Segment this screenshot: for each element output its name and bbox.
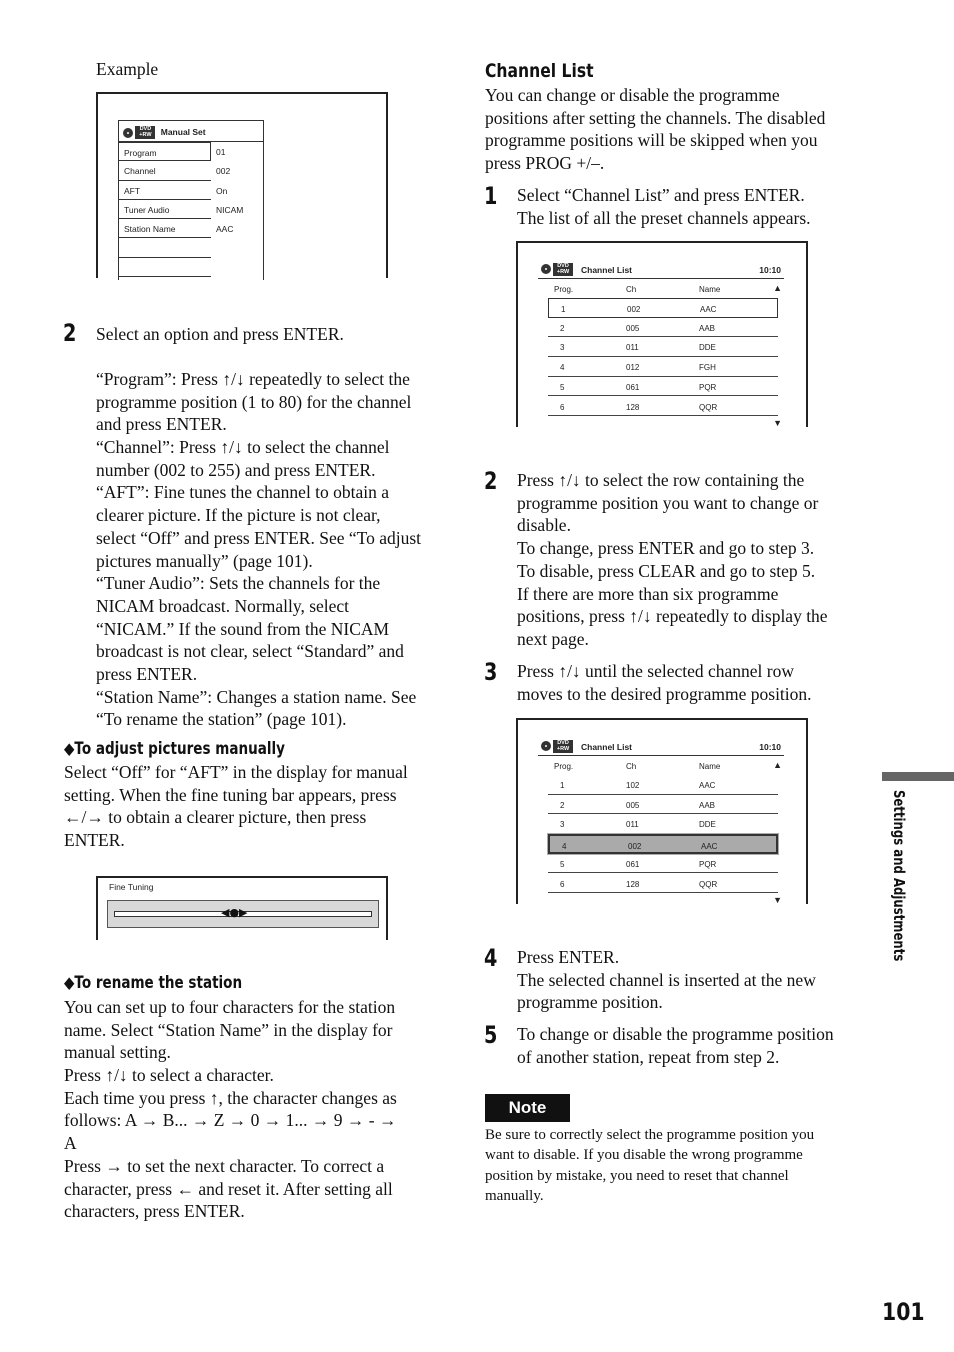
rename-text (64, 996, 454, 1223)
channel-row[interactable] (548, 337, 778, 357)
rename-line: Each time you press ↑, the character changes as (64, 1087, 397, 1108)
sidebar-tab-bar (882, 772, 954, 781)
clock-time: 10:10 (759, 742, 781, 752)
step-line: disable. (517, 515, 571, 536)
fine-tuning-bar-frame (107, 900, 379, 928)
channel-cell: 002 (627, 305, 641, 314)
channel-list-rows (548, 775, 778, 895)
channel-cell: 4 (560, 363, 565, 373)
channel-row[interactable] (548, 318, 778, 338)
step-line: If there are more than six programme (517, 583, 779, 604)
adjust-line: setting. When the fine tuning bar appears, press (64, 784, 397, 805)
channel-cell: 128 (626, 402, 640, 412)
channel-list-title: Channel List (581, 265, 633, 275)
channel-list-panel (538, 738, 784, 905)
channel-list-column-headers (538, 283, 784, 297)
manual-set-empty-row (119, 238, 211, 257)
manual-set-row-value: AAC (216, 224, 234, 235)
channel-list-heading: Channel List (485, 60, 594, 82)
channel-list-intro (485, 84, 875, 175)
rename-line: character, press ← and reset it. After setting all (64, 1178, 393, 1199)
rename-line: Press ↑/↓ to select a character. (64, 1065, 274, 1086)
step-line: programme position you want to change or (517, 492, 819, 513)
column-header: Ch (626, 762, 637, 771)
manual-set-screen (96, 92, 388, 278)
page-number: 101 (882, 1298, 925, 1326)
channel-cell: 6 (560, 402, 565, 412)
channel-row[interactable] (548, 397, 778, 417)
manual-set-row[interactable] (119, 200, 263, 219)
rename-line: You can set up to four characters for the station (64, 997, 396, 1017)
channel-cell: DDE (699, 343, 716, 353)
channel-cell: QQR (699, 402, 718, 412)
note-badge: Note (485, 1094, 570, 1122)
intro-line: You can change or disable the programme (485, 85, 780, 105)
channel-cell: AAB (699, 800, 716, 810)
step-line: To disable, press CLEAR and go to step 5. (517, 560, 816, 581)
channel-cell: 4 (562, 842, 567, 852)
rename-heading: ◆To rename the station (64, 973, 243, 992)
sidebar-tab (886, 790, 908, 980)
manual-set-empty-row (119, 258, 211, 277)
channel-cell: FGH (699, 363, 716, 373)
step-2-desc-line: “NICAM.” If the sound from the NICAM (96, 618, 390, 639)
disc-icon (123, 128, 133, 138)
manual-set-row-value: On (216, 185, 228, 196)
rename-line: characters, press ENTER. (64, 1201, 245, 1222)
clock-time: 10:10 (759, 265, 781, 275)
manual-set-row-label: Tuner Audio (119, 200, 211, 219)
disc-icon (541, 264, 551, 274)
channel-cell: 6 (560, 879, 565, 889)
fine-tuning-screen (96, 876, 388, 940)
manual-set-row-label: AFT (119, 181, 211, 200)
channel-list-title: Channel List (581, 742, 633, 752)
channel-cell: 1 (560, 781, 565, 790)
manual-set-rows (119, 142, 263, 277)
channel-cell: 012 (626, 363, 640, 373)
channel-cell: 2 (560, 800, 565, 810)
manual-set-panel (118, 120, 264, 280)
channel-cell: 3 (560, 343, 565, 353)
step-2-desc-line: programme position (1 to 80) for the channel (96, 391, 412, 412)
adjust-heading: ◆To adjust pictures manually (64, 739, 285, 758)
channel-cell: AAC (701, 842, 718, 852)
step-line: Press ENTER. (517, 947, 620, 967)
note-line: manually. (485, 1188, 544, 1205)
channel-cell: 2 (560, 323, 565, 333)
manual-set-row[interactable] (119, 219, 263, 238)
manual-set-row-value: NICAM (216, 204, 244, 215)
channel-row[interactable] (548, 357, 778, 377)
adjust-text (64, 761, 454, 852)
column-header: Prog. (554, 762, 574, 771)
column-header: Prog. (554, 285, 574, 294)
rename-line: manual setting. (64, 1042, 171, 1063)
channel-list-panel (538, 261, 784, 428)
channel-cell: PQR (699, 382, 717, 392)
column-header: Name (699, 285, 721, 294)
step-4-number: 4 (484, 944, 498, 972)
rename-line: A (64, 1133, 77, 1154)
channel-cell: 128 (626, 879, 640, 889)
step-2-desc-line: and press ENTER. (96, 414, 227, 435)
channel-cell: 3 (560, 820, 565, 830)
intro-line: press PROG +/–. (485, 153, 605, 174)
channel-row[interactable] (548, 377, 778, 397)
column-header: Ch (626, 285, 637, 294)
channel-row[interactable] (548, 298, 778, 318)
channel-row[interactable] (548, 854, 778, 874)
note-line: position by mistake, you need to reset that channel (485, 1167, 789, 1184)
step-line: Press ↑/↓ until the selected channel row (517, 661, 795, 681)
step-2-desc-line: clearer picture. If the picture is not clear, (96, 505, 381, 526)
channel-cell: 011 (626, 820, 639, 830)
channel-cell: 005 (626, 323, 640, 333)
note-text (485, 1125, 875, 1207)
manual-set-title: Manual Set (160, 126, 206, 137)
channel-list-titlebar (538, 261, 784, 279)
channel-cell: 102 (626, 781, 640, 790)
fine-tuning-slider-icon[interactable]: ◀●▶ (221, 906, 248, 919)
dvd-rw-badge: DVD +RW (553, 740, 573, 753)
step-2-desc-line: “Channel”: Press ↑/↓ to select the channel (96, 437, 390, 458)
intro-line: programme positions will be skipped when you (485, 130, 818, 151)
manual-set-row-label: Program (119, 142, 211, 161)
step-2-description (96, 368, 456, 731)
step-2-desc-line: pictures manually” (page 101). (96, 550, 313, 571)
step-line: To change or disable the programme position (517, 1024, 834, 1044)
channel-list-screen-1 (516, 241, 808, 427)
intro-line: positions after setting the channels. The disabled (485, 107, 826, 128)
channel-list-titlebar (538, 738, 784, 756)
channel-row[interactable] (548, 814, 778, 834)
step-2-desc-line: “Tuner Audio”: Sets the channels for the (96, 573, 381, 594)
channel-cell: 1 (561, 305, 566, 314)
channel-list-column-headers (538, 760, 784, 774)
note-line: want to disable. If you disable the wrong programme (485, 1147, 803, 1164)
channel-cell: 011 (626, 343, 639, 353)
channel-cell: AAC (700, 305, 717, 314)
dvd-rw-badge: DVD +RW (135, 126, 155, 139)
step-3-text (517, 660, 877, 705)
step-2-desc-line: number (002 to 255) and press ENTER. (96, 459, 376, 480)
channel-row[interactable] (548, 775, 778, 795)
step-2-desc-line: “Program”: Press ↑/↓ repeatedly to select the (96, 369, 410, 389)
step-2-text (517, 469, 877, 651)
channel-cell: 005 (626, 800, 640, 810)
step-1-number: 1 (484, 182, 498, 210)
manual-set-row-label: Channel (119, 161, 211, 180)
step-2-number: 2 (484, 467, 498, 495)
manual-set-row[interactable] (119, 161, 263, 180)
manual-set-row-value: 01 (216, 147, 226, 157)
step-2-desc-line: “To rename the station” (page 101). (96, 709, 347, 730)
rename-line: Press → to set the next character. To correct a (64, 1155, 385, 1176)
step-line: of another station, repeat from step 2. (517, 1046, 780, 1067)
step-3-number: 3 (484, 658, 498, 686)
scroll-down-icon[interactable]: ▼ (773, 895, 782, 905)
step-2-desc-line: broadcast is not clear, select “Standard” and (96, 641, 404, 662)
dvd-rw-badge: DVD +RW (553, 263, 573, 276)
step-line: Press ↑/↓ to select the row containing the (517, 470, 805, 490)
channel-cell: PQR (699, 859, 717, 869)
channel-cell: 061 (626, 382, 640, 392)
step-2-desc-line: press ENTER. (96, 663, 198, 684)
step-5-text (517, 1023, 877, 1068)
manual-set-row[interactable] (119, 181, 263, 200)
channel-cell: DDE (699, 820, 716, 830)
rename-line: follows: A → B... → Z → 0 → 1... → 9 → - → (64, 1110, 397, 1131)
step-line: moves to the desired programme position. (517, 683, 812, 704)
channel-row[interactable] (548, 874, 778, 894)
step-line: The list of all the preset channels appears. (517, 207, 811, 228)
step-2-desc-line: “AFT”: Fine tunes the channel to obtain a (96, 482, 390, 503)
note-line: Be sure to correctly select the programme position you (485, 1127, 815, 1143)
example-label: Example (96, 59, 159, 79)
step-line: To change, press ENTER and go to step 3. (517, 538, 815, 559)
manual-set-row-label: Station Name (119, 219, 211, 238)
adjust-line: Select “Off” for “AFT” in the display for manual (64, 762, 408, 782)
channel-cell: 061 (626, 859, 640, 869)
scroll-down-icon[interactable]: ▼ (773, 418, 782, 428)
rename-line: name. Select “Station Name” in the display for (64, 1019, 393, 1040)
manual-set-row[interactable] (119, 142, 263, 161)
step-5-number: 5 (484, 1021, 498, 1049)
channel-cell: AAC (699, 781, 716, 790)
channel-row[interactable] (548, 795, 778, 815)
channel-cell: 5 (560, 382, 565, 392)
channel-row[interactable] (548, 834, 778, 854)
step-line: Select “Channel List” and press ENTER. (517, 185, 805, 205)
step-4-text (517, 946, 877, 1014)
column-header: Name (699, 762, 721, 771)
channel-cell: 5 (560, 859, 565, 869)
step-line: positions, press ↑/↓ repeatedly to display the (517, 606, 828, 627)
step-2-desc-line: “Station Name”: Changes a station name. See (96, 686, 417, 707)
step-1-text (517, 184, 877, 229)
channel-cell: AAB (699, 323, 716, 333)
step-line: The selected channel is inserted at the new (517, 969, 816, 990)
step-2-desc-line: select “Off” and press ENTER. See “To adjust (96, 527, 422, 548)
scroll-up-icon[interactable]: ▲ (773, 283, 782, 293)
adjust-line: ←/→ to obtain a clearer picture, then press (64, 807, 367, 828)
step-2-text: Select an option and press ENTER. (96, 324, 344, 344)
manual-set-row-value: 002 (216, 166, 231, 177)
step-line: programme position. (517, 992, 663, 1013)
step-2-number: 2 (63, 319, 77, 347)
step-line: next page. (517, 628, 589, 649)
disc-icon (541, 741, 551, 751)
channel-list-screen-2 (516, 718, 808, 904)
channel-cell: QQR (699, 879, 718, 889)
scroll-up-icon[interactable]: ▲ (773, 760, 782, 770)
fine-tuning-label: Fine Tuning (109, 882, 154, 892)
channel-list-rows (548, 298, 778, 418)
adjust-line: ENTER. (64, 830, 125, 851)
step-2-desc-line: NICAM broadcast. Normally, select (96, 595, 350, 616)
channel-cell: 002 (628, 842, 642, 852)
sidebar-tab-label: Settings and Adjustments (890, 790, 908, 962)
